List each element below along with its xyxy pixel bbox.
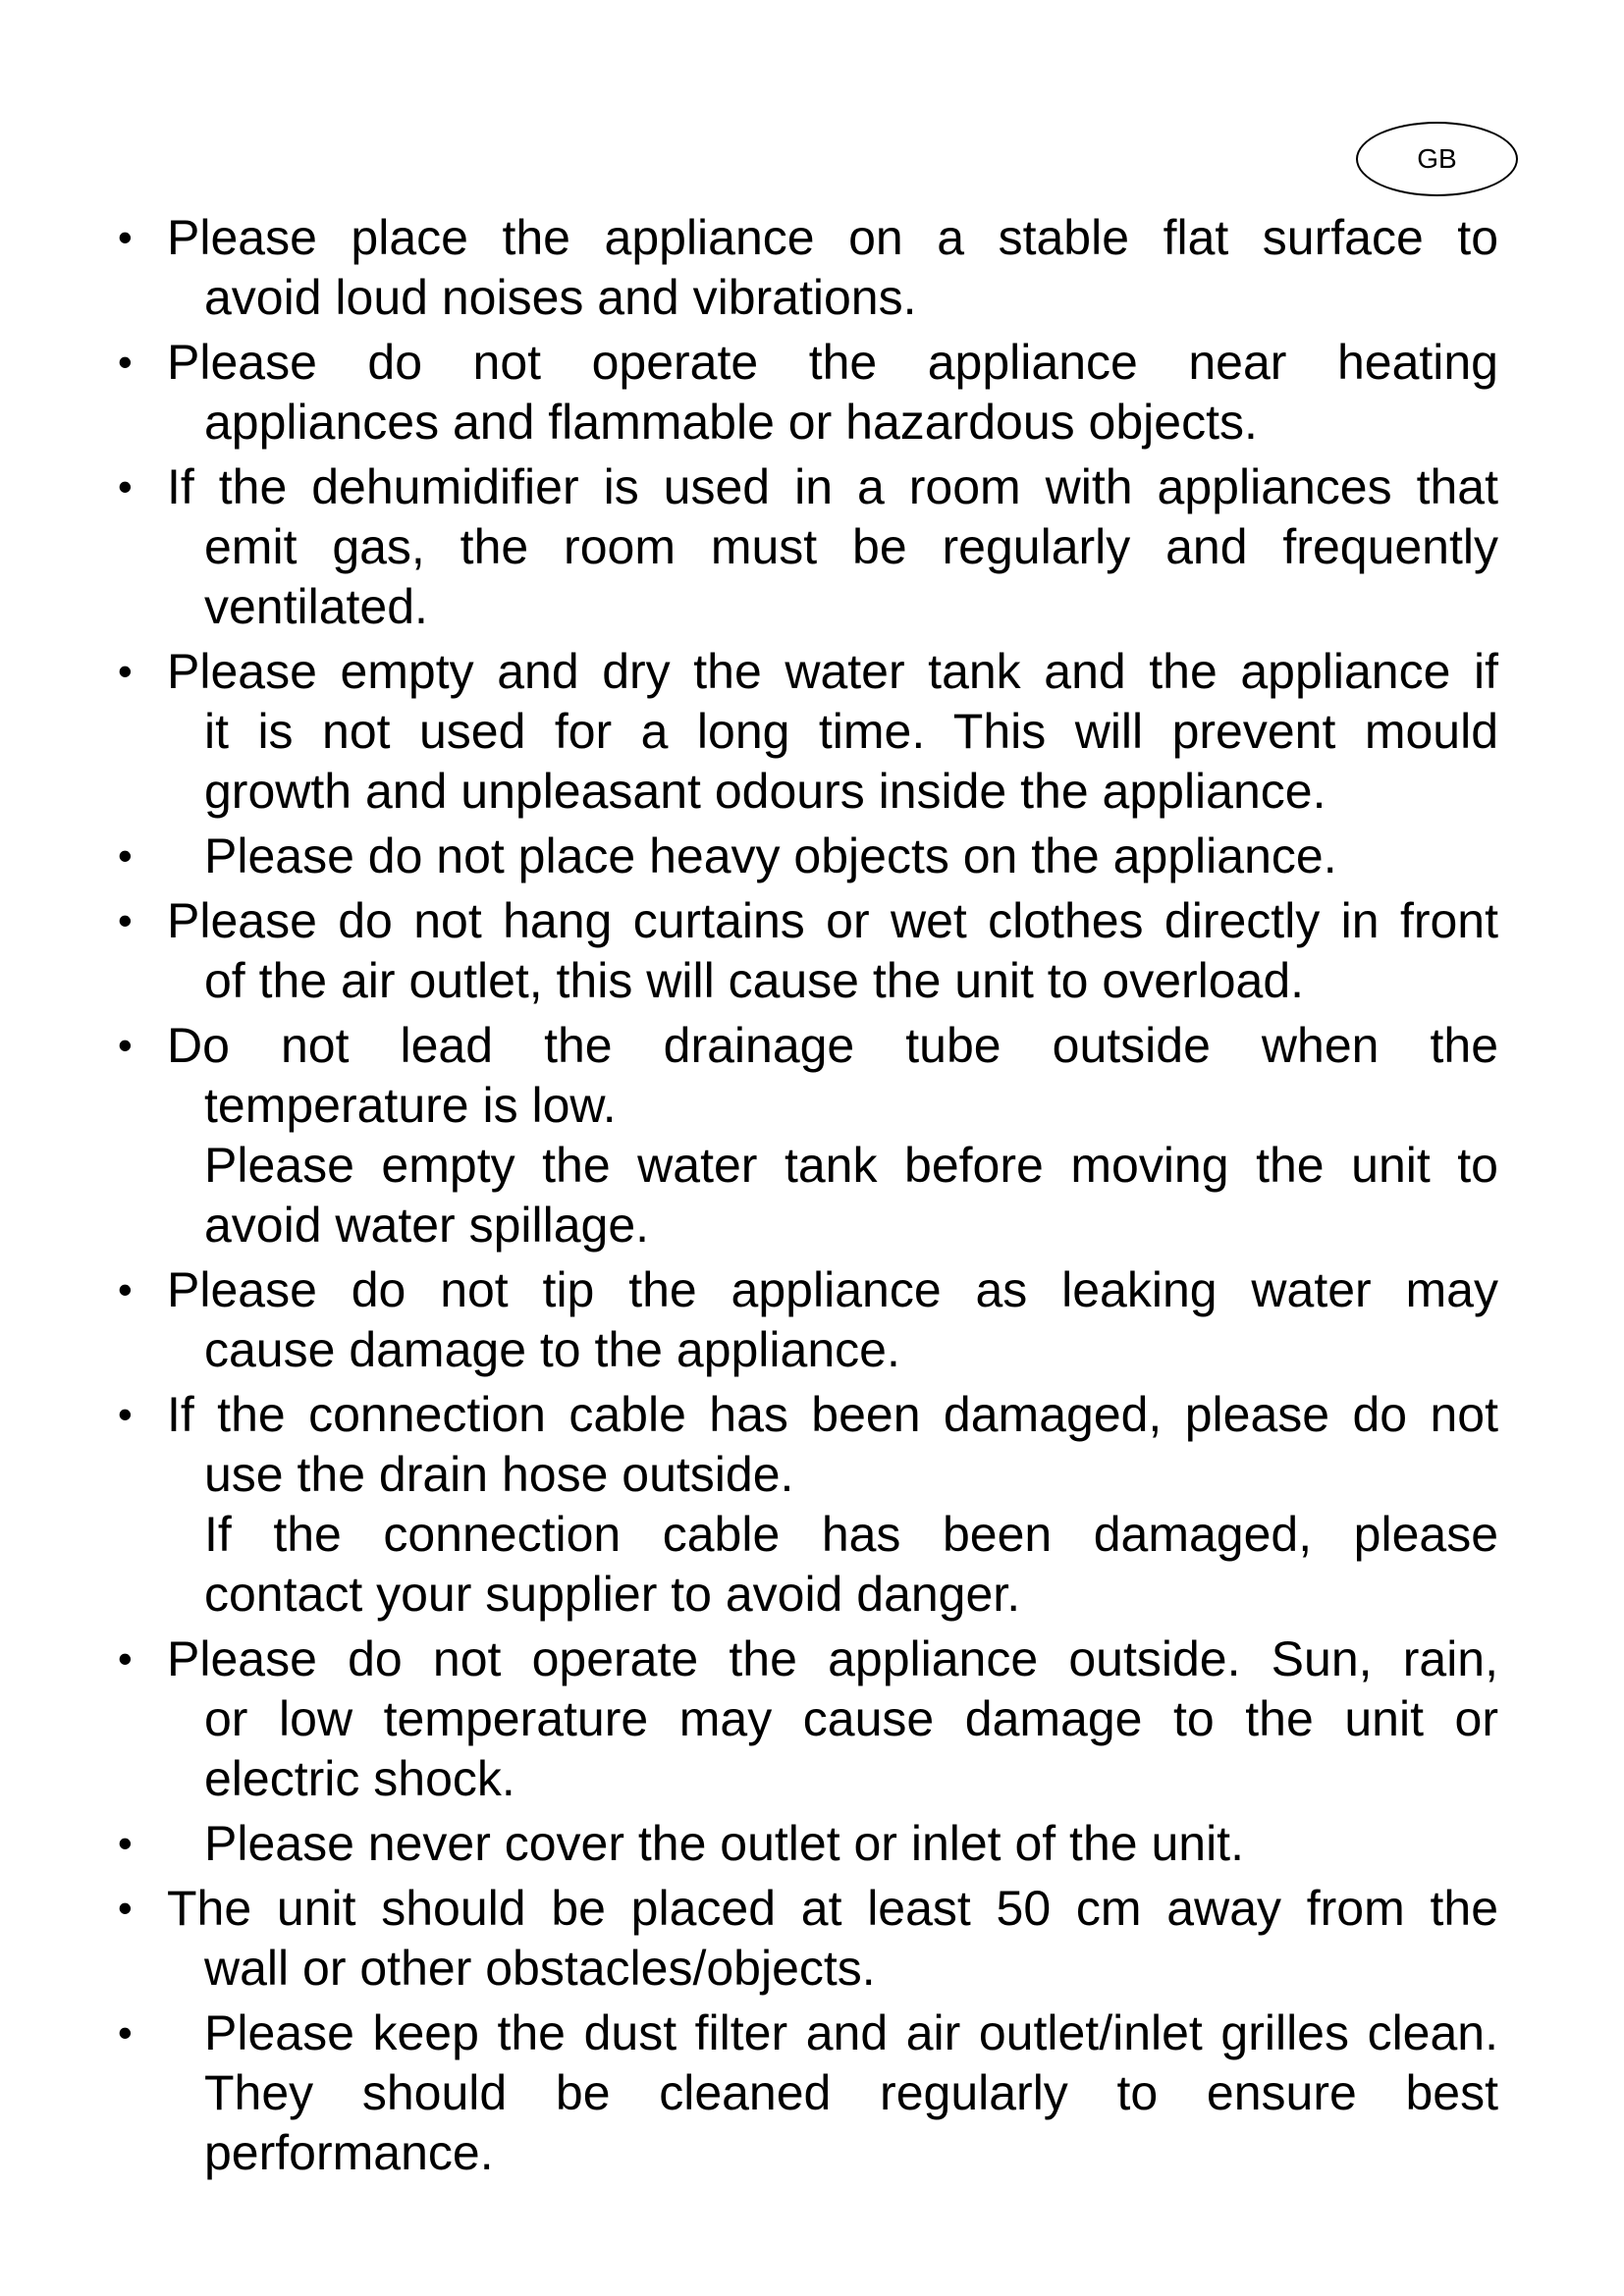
item-text-line: performance. bbox=[204, 2125, 494, 2180]
bullet-icon: • bbox=[118, 897, 133, 943]
bullet-icon: • bbox=[118, 463, 133, 509]
item-text-line: or low temperature may cause damage to the unit or bbox=[204, 1691, 1498, 1746]
item-text-line: avoid water spillage. bbox=[204, 1198, 650, 1253]
item-text-line: They should be cleaned regularly to ensure best bbox=[204, 2065, 1498, 2120]
bullet-icon: • bbox=[118, 1635, 133, 1682]
item-text-line: appliances and flammable or hazardous objects. bbox=[204, 395, 1258, 450]
item-text-line: contact your supplier to avoid danger. bbox=[204, 1567, 1021, 1622]
language-badge: GB bbox=[1356, 122, 1518, 196]
item-text-line: use the drain hose outside. bbox=[204, 1447, 794, 1502]
bullet-icon: • bbox=[118, 1266, 133, 1312]
item-text-line: The unit should be placed at least 50 cm away from the bbox=[167, 1881, 1498, 1936]
item-text-line: ventilated. bbox=[204, 579, 428, 634]
item-text-line: Please empty the water tank before moving the unit to bbox=[204, 1138, 1498, 1193]
bullet-icon: • bbox=[118, 339, 133, 385]
item-text-line: growth and unpleasant odours inside the appliance. bbox=[204, 764, 1326, 819]
item-text-line: Please keep the dust filter and air outlet/inlet grilles clean. bbox=[204, 2005, 1498, 2060]
item-text-line: Please do not operate the appliance outside. Sun, rain, bbox=[167, 1631, 1498, 1686]
item-text-line: Please do not operate the appliance near heating bbox=[167, 335, 1498, 390]
item-text-line: temperature is low. bbox=[204, 1078, 617, 1133]
bullet-icon: • bbox=[118, 1820, 133, 1866]
item-text-line: Please do not hang curtains or wet clothes directly in front bbox=[167, 893, 1498, 948]
item-text-line: Please never cover the outlet or inlet of the unit. bbox=[204, 1816, 1244, 1871]
item-text-line: emit gas, the room must be regularly and frequently bbox=[204, 519, 1498, 574]
item-text-line: wall or other obstacles/objects. bbox=[204, 1941, 876, 1996]
item-text-line: If the dehumidifier is used in a room with appliances that bbox=[167, 459, 1498, 514]
item-text-line: avoid loud noises and vibrations. bbox=[204, 270, 917, 325]
item-text-line: Please place the appliance on a stable flat surface to bbox=[167, 210, 1498, 265]
bullet-icon: • bbox=[118, 1885, 133, 1931]
item-text-line: Please do not tip the appliance as leaking water may bbox=[167, 1262, 1498, 1317]
item-text-line: electric shock. bbox=[204, 1751, 515, 1806]
item-text-line: Please do not place heavy objects on the appliance. bbox=[204, 828, 1337, 883]
item-text-line: Please empty and dry the water tank and the appliance if bbox=[167, 644, 1498, 699]
item-text-line: Do not lead the drainage tube outside when the bbox=[167, 1018, 1498, 1073]
bullet-icon: • bbox=[118, 1391, 133, 1437]
bullet-icon: • bbox=[118, 2009, 133, 2056]
bullet-icon: • bbox=[118, 214, 133, 260]
item-text-line: it is not used for a long time. This will prevent mould bbox=[204, 704, 1498, 759]
item-text-line: cause damage to the appliance. bbox=[204, 1322, 900, 1377]
bullet-icon: • bbox=[118, 1022, 133, 1068]
item-text-line: If the connection cable has been damaged, please do not bbox=[167, 1387, 1498, 1442]
bullet-icon: • bbox=[118, 648, 133, 694]
item-text-line: If the connection cable has been damaged, please bbox=[204, 1507, 1498, 1562]
bullet-icon: • bbox=[118, 832, 133, 879]
item-text-line: of the air outlet, this will cause the unit to overload. bbox=[204, 953, 1305, 1008]
